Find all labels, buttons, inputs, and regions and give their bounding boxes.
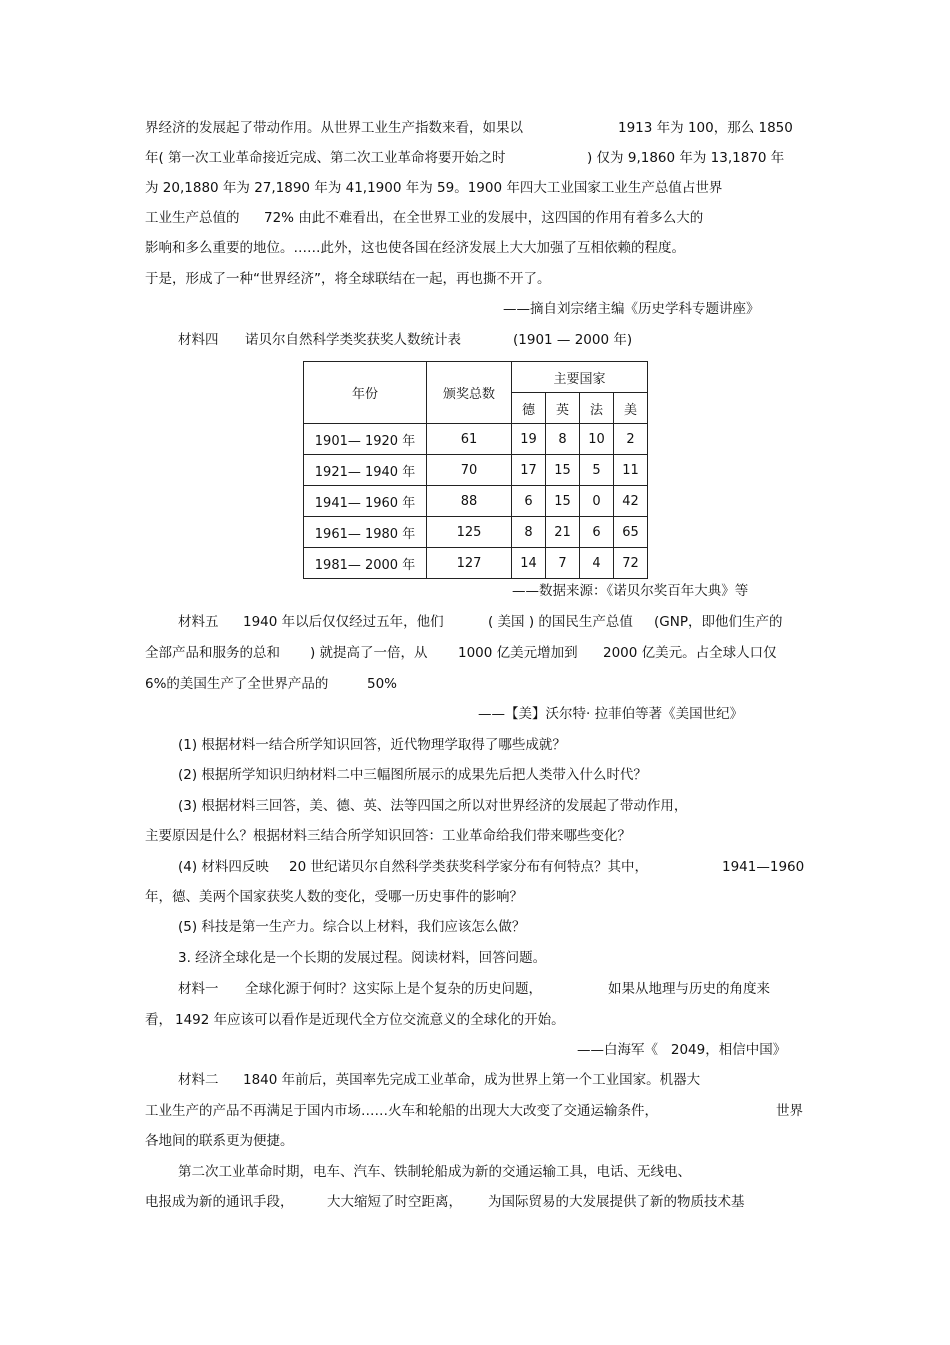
header-total: 颁奖总数	[427, 362, 512, 424]
s3-material2-line4: 第二次工业革命时期，电车、汽车、铁制轮船成为新的交通运输工具，电话、无线电、	[178, 1164, 691, 1180]
material5-line2-d: 2000 亿美元。占全球人口仅	[603, 645, 777, 661]
header-main-countries: 主要国家	[512, 362, 648, 393]
table-row	[304, 486, 648, 517]
para1-line2-right: ) 仅为 9,1860 年为 13,1870 年	[587, 150, 785, 166]
cell-total: 61	[427, 424, 512, 455]
cell-uk: 15	[546, 486, 580, 517]
para1-line6: 于是，形成了一种“世界经济”，将全球联结在一起，再也撕不开了。	[145, 271, 551, 287]
para1-line5: 影响和多么重要的地位。……此外，这也使各国在经济发展上大大加强了互相依赖的程度。	[145, 240, 685, 256]
question-4-line1-c: 1941—1960	[722, 859, 805, 875]
cell-year: 1941— 1960 年	[304, 486, 427, 517]
table-row	[304, 548, 648, 579]
cell-total: 88	[427, 486, 512, 517]
material5-line2-c: 1000 亿美元增加到	[458, 645, 578, 661]
para1-line3: 为 20,1880 年为 27,1890 年为 41,1900 年为 59。1900 年四大工业国家工业生产总值占世界	[145, 180, 723, 196]
material5-line2-b: ) 就提高了一倍，从	[310, 645, 428, 661]
cell-us: 65	[614, 517, 648, 548]
header-country-fr: 法	[580, 393, 614, 424]
section3-heading: 3. 经济全球化是一个长期的发展过程。阅读材料，回答问题。	[178, 950, 547, 966]
material4-source: ——数据来源：《诺贝尔奖百年大典》等	[512, 583, 749, 599]
cell-fr: 10	[580, 424, 614, 455]
material5-label: 材料五	[178, 614, 219, 630]
question-4-line2: 年，德、美两个国家获奖人数的变化，受哪一历史事件的影响？	[145, 889, 523, 905]
nobel-table	[303, 361, 648, 579]
cell-fr: 6	[580, 517, 614, 548]
cell-uk: 7	[546, 548, 580, 579]
cell-de: 14	[512, 548, 546, 579]
s3-material1-line2-b: 1492 年应该可以看作是近现代全方位交流意义的全球化的开始。	[175, 1012, 565, 1028]
cell-year: 1921— 1940 年	[304, 455, 427, 486]
cell-fr: 5	[580, 455, 614, 486]
para1-line4-right: 72% 由此不难看出，在全世界工业的发展中，这四国的作用有着多么大的	[264, 210, 704, 226]
material4-title: 诺贝尔自然科学类奖获奖人数统计表	[245, 332, 461, 348]
s3-material2-line2-a: 工业生产的产品不再满足于国内市场……火车和轮船的出现大大改变了交通运输条件，	[145, 1103, 658, 1119]
material5-line3-a: 6%的美国生产了全世界产品的	[145, 676, 329, 692]
header-country-us: 美	[614, 393, 648, 424]
s3-material1-source: ——白海军《 2049，相信中国》	[577, 1042, 787, 1058]
cell-us: 2	[614, 424, 648, 455]
question-3-line1: (3) 根据材料三回答，美、德、英、法等四国之所以对世界经济的发展起了带动作用，	[178, 798, 688, 814]
s3-material1-label: 材料一	[178, 981, 219, 997]
material4-label: 材料四	[178, 332, 219, 348]
question-5: (5) 科技是第一生产力。综合以上材料，我们应该怎么做？	[178, 919, 526, 935]
header-country-de: 德	[512, 393, 546, 424]
header-country-uk: 英	[546, 393, 580, 424]
material5-line2-a: 全部产品和服务的总和	[145, 645, 280, 661]
s3-material1-line2-a: 看，	[145, 1012, 172, 1028]
cell-de: 6	[512, 486, 546, 517]
material5-line1-b: ( 美国 ) 的国民生产总值	[488, 614, 633, 630]
s3-material2-line1: 1840 年前后，英国率先完成工业革命，成为世界上第一个工业国家。机器大	[243, 1072, 701, 1088]
table-row	[304, 455, 648, 486]
cell-us: 11	[614, 455, 648, 486]
material5-line3-b: 50%	[367, 676, 398, 692]
question-4-line1-a: (4) 材料四反映	[178, 859, 269, 875]
cell-total: 125	[427, 517, 512, 548]
para1-source: ——摘自刘宗绪主编《历史学科专题讲座》	[503, 301, 760, 317]
material5-source: ——【美】沃尔特· 拉菲伯等著《美国世纪》	[478, 706, 744, 722]
header-year: 年份	[304, 362, 427, 424]
cell-fr: 0	[580, 486, 614, 517]
table-row	[304, 424, 648, 455]
table-header-row	[304, 362, 648, 393]
cell-uk: 21	[546, 517, 580, 548]
cell-total: 70	[427, 455, 512, 486]
s3-material2-line2-b: 世界	[776, 1103, 803, 1119]
cell-year: 1961— 1980 年	[304, 517, 427, 548]
table-row	[304, 517, 648, 548]
s3-material2-line3: 各地间的联系更为便捷。	[145, 1133, 294, 1149]
question-4-line1-b: 20 世纪诺贝尔自然科学类获奖科学家分布有何特点？其中，	[289, 859, 648, 875]
s3-material2-line5-b: 大大缩短了时空距离，	[327, 1194, 462, 1210]
material5-line1-a: 1940 年以后仅仅经过五年，他们	[243, 614, 444, 630]
material5-line1-c: (GNP，即他们生产的	[654, 614, 783, 630]
cell-de: 8	[512, 517, 546, 548]
cell-us: 72	[614, 548, 648, 579]
cell-uk: 15	[546, 455, 580, 486]
question-3-line2: 主要原因是什么？根据材料三结合所学知识回答：工业革命给我们带来哪些变化？	[145, 828, 631, 844]
cell-de: 17	[512, 455, 546, 486]
material4-range: (1901 — 2000 年)	[513, 332, 633, 348]
s3-material2-line5-a: 电报成为新的通讯手段，	[145, 1194, 294, 1210]
cell-year: 1901— 1920 年	[304, 424, 427, 455]
question-2: (2) 根据所学知识归纳材料二中三幅图所展示的成果先后把人类带入什么时代？	[178, 767, 647, 783]
cell-fr: 4	[580, 548, 614, 579]
cell-total: 127	[427, 548, 512, 579]
cell-year: 1981— 2000 年	[304, 548, 427, 579]
para1-line1-right: 1913 年为 100，那么 1850	[618, 120, 793, 136]
para1-line1-left: 界经济的发展起了带动作用。从世界工业生产指数来看，如果以	[145, 120, 523, 136]
question-1: (1) 根据材料一结合所学知识回答，近代物理学取得了哪些成就？	[178, 737, 566, 753]
para1-line4-left: 工业生产总值的	[145, 210, 240, 226]
cell-us: 42	[614, 486, 648, 517]
s3-material2-line5-c: 为国际贸易的大发展提供了新的物质技术基	[488, 1194, 745, 1210]
para1-line2-left: 年( 第一次工业革命接近完成、第二次工业革命将要开始之时	[145, 150, 506, 166]
cell-uk: 8	[546, 424, 580, 455]
cell-de: 19	[512, 424, 546, 455]
s3-material1-line1-b: 如果从地理与历史的角度来	[608, 981, 770, 997]
s3-material2-label: 材料二	[178, 1072, 219, 1088]
s3-material1-line1-a: 全球化源于何时？这实际上是个复杂的历史问题，	[245, 981, 542, 997]
